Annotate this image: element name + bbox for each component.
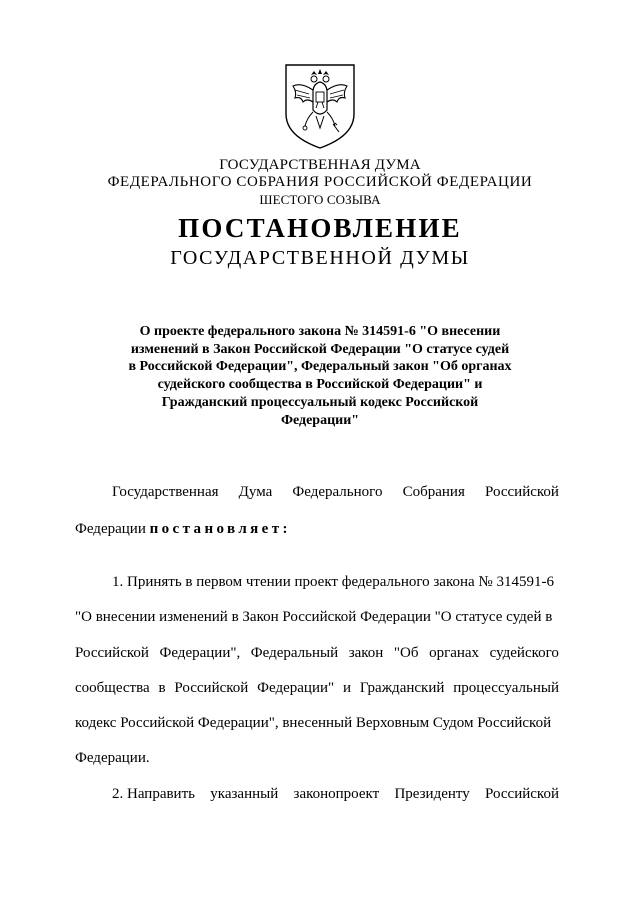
word: Федеральный xyxy=(250,645,339,661)
word: Собрания xyxy=(402,484,465,500)
word: закон xyxy=(348,645,384,661)
document-type-title: ПОСТАНОВЛЕНИЕ xyxy=(178,213,462,243)
word: Гражданский xyxy=(359,680,445,696)
item1-line-2: "О внесении изменений в Закон Российской Федерации "О статусе судей в xyxy=(75,609,553,625)
word: Дума xyxy=(238,484,273,500)
word: "Об xyxy=(393,645,419,661)
item1-line-6: Федерации. xyxy=(75,750,150,766)
convocation-line: ШЕСТОГО СОЗЫВА xyxy=(259,192,381,207)
word: и xyxy=(342,680,351,696)
resolves-verb: постановляет: xyxy=(149,521,291,537)
word: Российской xyxy=(75,645,149,661)
organization-line-2: ФЕДЕРАЛЬНОГО СОБРАНИЯ РОССИЙСКОЙ ФЕДЕРАЦИИ xyxy=(107,174,533,190)
word: Федерального xyxy=(292,484,383,500)
item1-line-3 xyxy=(75,645,559,662)
word: Российской xyxy=(485,484,559,500)
subject-line: О проекте федерального закона № 314591-6 "О внесении xyxy=(139,324,501,339)
document-issuer: ГОСУДАРСТВЕННОЙ ДУМЫ xyxy=(170,247,470,269)
word: Федерации", xyxy=(159,645,241,661)
word: законопроект xyxy=(293,786,380,802)
word: в xyxy=(158,680,166,696)
document-subject xyxy=(110,323,530,429)
word: Государственная xyxy=(112,484,219,500)
item1-line-4 xyxy=(75,680,559,697)
preamble-line-1 xyxy=(112,484,559,501)
preamble-line-2 xyxy=(75,521,559,538)
preamble-lead: Федерации xyxy=(75,521,150,537)
word: процессуальный xyxy=(453,680,559,696)
item1-line-5: кодекс Российской Федерации", внесенный Верховным Судом Российской xyxy=(75,715,552,731)
word: органах xyxy=(429,645,480,661)
word: указанный xyxy=(210,786,279,802)
state-emblem-icon xyxy=(283,62,357,150)
word: сообщества xyxy=(75,680,150,696)
subject-line: Гражданский процессуальный кодекс Российской xyxy=(161,394,479,410)
subject-line: в Российской Федерации", Федеральный закон "Об органах xyxy=(128,359,512,375)
subject-line: изменений в Закон Российской Федерации "О статусе судей xyxy=(130,341,510,357)
subject-line: судейского сообщества в Российской Федерации" и xyxy=(157,377,483,393)
word: судейского xyxy=(489,645,559,661)
word: Российской xyxy=(485,786,559,802)
organization-line-1: ГОСУДАРСТВЕННАЯ ДУМА xyxy=(219,157,421,173)
subject-line: Федерации" xyxy=(280,412,360,428)
word: Федерации" xyxy=(257,680,335,696)
word: Президенту xyxy=(394,786,470,802)
word: 2. Направить xyxy=(112,786,195,802)
word: Российской xyxy=(174,680,249,696)
item1-line-1: 1. Принять в первом чтении проект федерального закона № 314591-6 xyxy=(112,574,554,590)
item2-line-1 xyxy=(112,786,559,803)
